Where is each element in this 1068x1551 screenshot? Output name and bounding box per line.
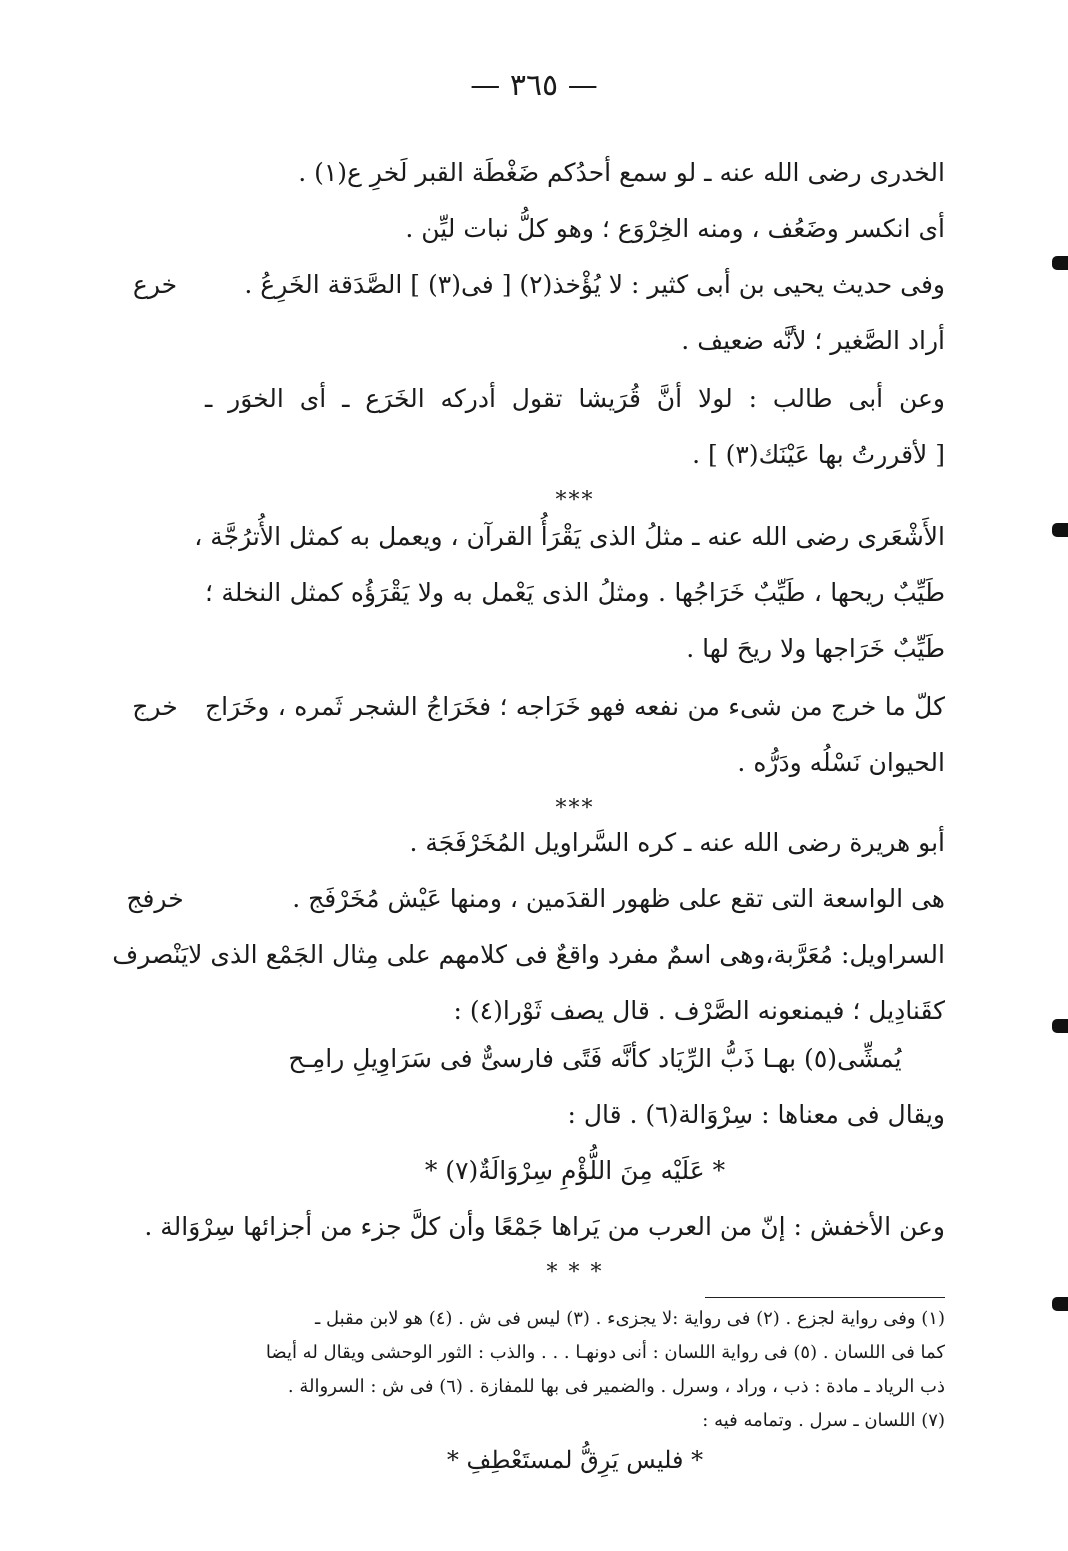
footnote-rule bbox=[705, 1297, 945, 1298]
footnote-verse: * فليس يَرِقُّ لمستَعْطِفِ * bbox=[446, 1446, 704, 1474]
text-line: هى الواسعة التى تقع على ظهور القدَمين ، ومنها عَيْش مُخَرْفَج . bbox=[292, 884, 945, 913]
text-line: ويقال فى معناها : سِرْوَالة(٦) . قال : bbox=[567, 1100, 945, 1129]
text-line: وعن أبى طالب : لولا أنَّ قُرَيشا تقول أدركه الخَرَع ـ أى الخوَر ـ bbox=[205, 384, 945, 413]
page-number: — ٣٦٥ — bbox=[470, 68, 598, 103]
footnote-line: ذب الرياد ـ مادة : ذب ، وراد ، وسرل . والضمير فى بها للمفازة . (٦) فى ش : السروالة . bbox=[287, 1376, 945, 1397]
text-line: السراويل: مُعَرَّبة،وهى اسمٌ مفرد واقعٌ فى كلامهم على مِثال الجَمْع الذى لايَنْصرف bbox=[112, 940, 945, 969]
verse-line: * عَلَيْه مِنَ اللُّؤْمِ سِرْوَالَةٌ(٧) * bbox=[424, 1156, 726, 1185]
margin-headword: خرج bbox=[132, 692, 178, 721]
edge-mark bbox=[1052, 256, 1068, 270]
text-line: طَيِّبٌ ريحها ، طَيِّبٌ خَرَاجُها . ومثلُ الذى يَعْمل به ولا يَقْرَؤُه كمثل النخلة ؛ bbox=[205, 578, 945, 607]
text-line: وفى حديث يحيى بن أبى كثير : لا يُؤْخذ(٢) [ فى(٣) ] الصَّدَقة الخَرِعُ . bbox=[244, 270, 945, 299]
verse-line: يُمشِّى(٥) بهـا ذَبُّ الرِّيَاد كأنَّه فَتًى فارسىٌّ فى سَرَاوِيلِ رامِـح bbox=[288, 1044, 902, 1073]
edge-mark bbox=[1052, 1297, 1068, 1311]
text-line: الحيوان نَسْلُه ودَرُّه . bbox=[737, 748, 945, 777]
section-separator: * * * bbox=[546, 1260, 604, 1285]
text-line: كلّ ما خرج من شىء من نفعه فهو خَرَاجه ؛ فخَرَاجُ الشجر ثَمره ، وخَرَاج bbox=[205, 692, 945, 721]
margin-headword: خرفج bbox=[126, 884, 184, 913]
margin-headword: خرع bbox=[132, 270, 178, 299]
text-line: الأَشْعَرى رضى الله عنه ـ مثلُ الذى يَقْرَأُ القرآن ، ويعمل به كمثل الأُترُجَّة ، bbox=[194, 522, 945, 551]
text-line: وعن الأخفش : إنّ من العرب من يَراها جَمْعًا وأن كلَّ جزء من أجزائها سِرْوَالة . bbox=[144, 1212, 945, 1241]
edge-mark bbox=[1052, 523, 1068, 537]
section-separator: *** bbox=[555, 488, 595, 513]
text-line: الخدرى رضى الله عنه ـ لو سمع أحدُكم ضَغْطَة القبر لَخرِ ع(١) . bbox=[298, 158, 945, 187]
text-line: أبو هريرة رضى الله عنه ـ كره السَّراويل المُخَرْفَجَة . bbox=[409, 828, 945, 857]
edge-mark bbox=[1052, 1019, 1068, 1033]
text-line: أراد الصَّغير ؛ لأنَّه ضعيف . bbox=[681, 326, 945, 355]
footnote-line: كما فى اللسان . (٥) فى رواية اللسان : أنى دونهـا . . . والذب : الثور الوحشى ويقال له أيضا bbox=[265, 1342, 945, 1363]
text-line: كقَنادِيل ؛ فيمنعونه الصَّرْف . قال يصف ثَوْرا(٤) : bbox=[453, 996, 945, 1025]
text-line: أى انكسر وضَعُف ، ومنه الخِرْوَع ؛ وهو كلُّ نبات ليِّن . bbox=[405, 214, 945, 243]
footnote-line: (٧) اللسان ـ سرل . وتمامه فيه : bbox=[702, 1410, 945, 1431]
text-line: طَيِّبٌ خَرَاجها ولا ريحَ لها . bbox=[686, 634, 945, 663]
section-separator: *** bbox=[555, 796, 595, 821]
footnote-line: (١) وفى رواية لجزع . (٢) فى رواية :لا يجزىء . (٣) ليس فى ش . (٤) هو لابن مقبل ـ bbox=[314, 1308, 945, 1329]
text-line: [ لأقررتُ بها عَيْنَك(٣) ] . bbox=[692, 440, 945, 469]
